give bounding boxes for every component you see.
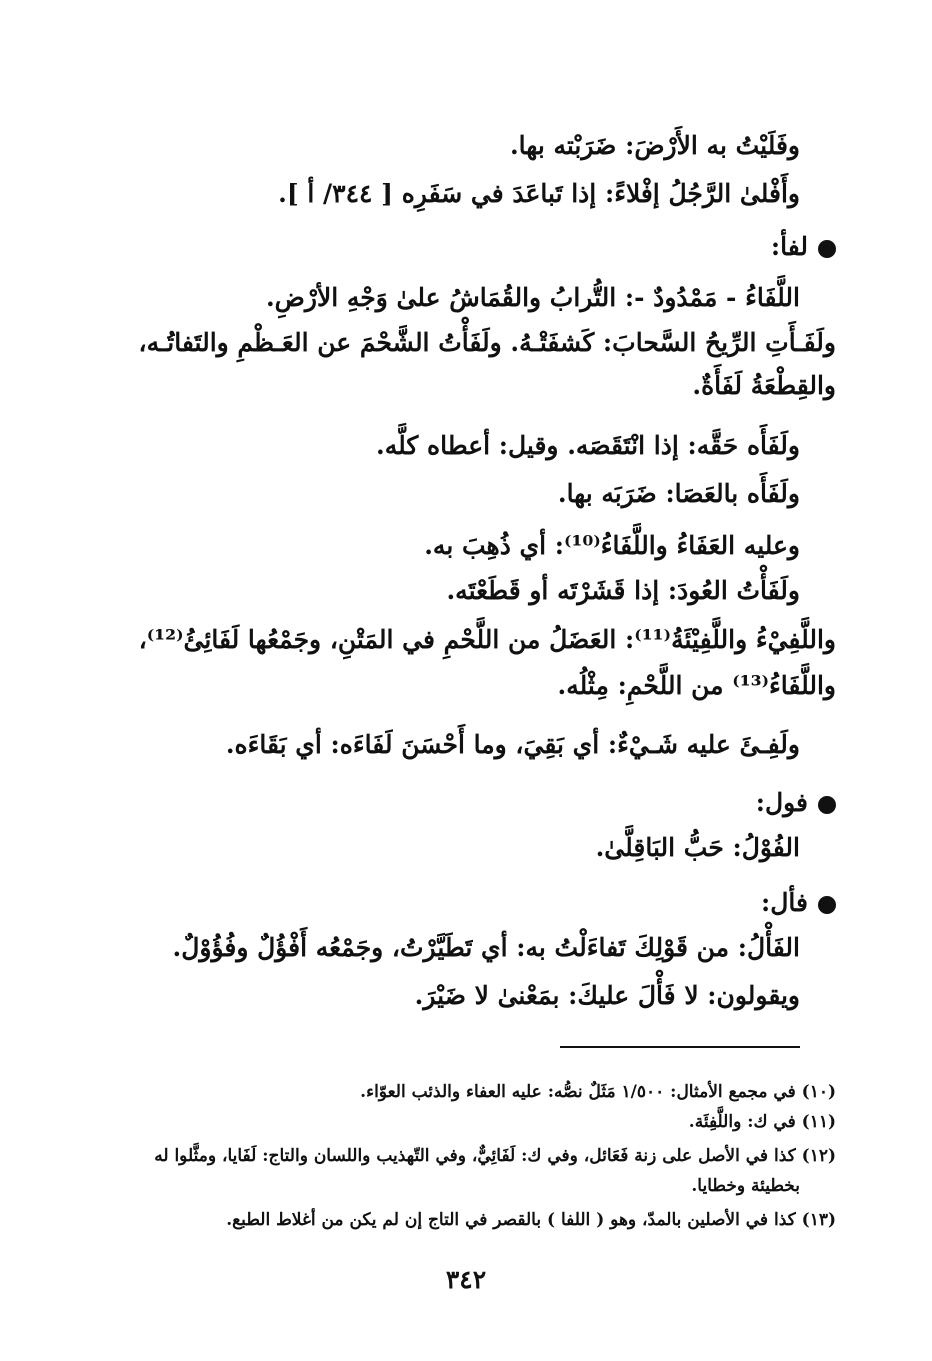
footnote: (١٢) كذا في الأصل على زنة فَعَائل، وفي ك: لَفَائِيٌّ، وفي التّهذيب واللسان والتاج: لَفَايا، ومثَّلوا له: [154, 1146, 836, 1166]
text-line: ولَفِـئَ عليه شَـيْءٌ: أي بَقِيَ، وما أَحْسَنَ لَفَاءَه: أي بَقَاءَه.: [225, 730, 800, 759]
bullet-icon: [818, 896, 836, 914]
footnote: (١٣) كذا في الأصلين بالمدّ، وهو ( اللفا ) بالقصر في التاج إن لم يكن من أغلاط الطبع.: [226, 1210, 836, 1230]
footnote: بخطيئة وخطايا.: [691, 1176, 800, 1196]
text-line: وعليه العَفَاءُ واللَّفَاءُ⁽¹⁰⁾: أي ذُهِبَ به.: [424, 531, 800, 560]
text-line: وفَلَيْتُ به الأَرْضَ: ضَرَبْته بها.: [509, 131, 800, 160]
entry-heading: لفأ:: [771, 229, 836, 265]
bullet-icon: [818, 796, 836, 814]
text-line: واللَّفَاءُ⁽¹³⁾ من اللَّحْمِ: مِثْلُه.: [557, 671, 836, 700]
text-line: وأَفْلىٰ الرَّجُلُ إفْلاءً: إذا تَباعَدَ في سَفَرِه [ ٣٤٤/ أ ].: [278, 179, 800, 208]
footnote-divider: [560, 1046, 800, 1048]
text-line: ولَفَأْتُ العُودَ: إذا قَشَرْتَه أو قَطَعْتَه.: [446, 576, 800, 605]
page-number: ٣٤٢: [445, 1265, 487, 1294]
entry-heading: فول:: [756, 785, 836, 821]
text-line: الفُوْلُ: حَبُّ البَاقِلَّىٰ.: [595, 833, 800, 862]
entry-heading: فأل:: [761, 885, 836, 921]
text-line: الفَأْلُ: من قَوْلِكَ تَفاءَلْتُ به: أي تَطَيَّرْتُ، وجَمْعُه أَفْؤُلٌ وفُؤُوْلٌ.: [172, 933, 800, 962]
text-line: ولَفَـأَتِ الرِّيحُ السَّحابَ: كَشفَتْـهُ. ولَفَأْتُ الشَّحْمَ عن العَـظْمِ والتَفاتُـه،: [138, 328, 836, 357]
text-line: ولَفَأَه بالعَصَا: ضَرَبَه بها.: [557, 479, 800, 508]
text-line: ويقولون: لا فَأْلَ عليكَ: بمَعْنىٰ لا ضَيْرَ.: [414, 981, 800, 1010]
footnote: (١١) في ك: واللَّفِئَة.: [688, 1112, 836, 1132]
text-line: واللَّفِيْءُ واللَّفِيْئَةُ⁽¹¹⁾: العَضَلُ من اللَّحْمِ في المَتْنِ، وجَمْعُها لَفَائِئُ⁽¹²⁾،: [138, 625, 836, 654]
text-line: ولَفَأَه حَقَّه: إذا انْتَقَصَه. وقيل: أعطاه كلَّه.: [375, 431, 800, 460]
text-line: اللَّفَاءُ - مَمْدُودٌ -: التُّرابُ والقُمَاشُ علىٰ وَجْهِ الأرْضِ.: [265, 283, 800, 312]
text-line: والقِطْعَةُ لَفَأَةٌ.: [692, 371, 836, 400]
footnote: (١٠) في مجمع الأمثال: ١/٥٠٠ مَثَلٌ نصُّه: عليه العفاء والذئب العوّاء.: [360, 1082, 836, 1102]
bullet-icon: [818, 240, 836, 258]
